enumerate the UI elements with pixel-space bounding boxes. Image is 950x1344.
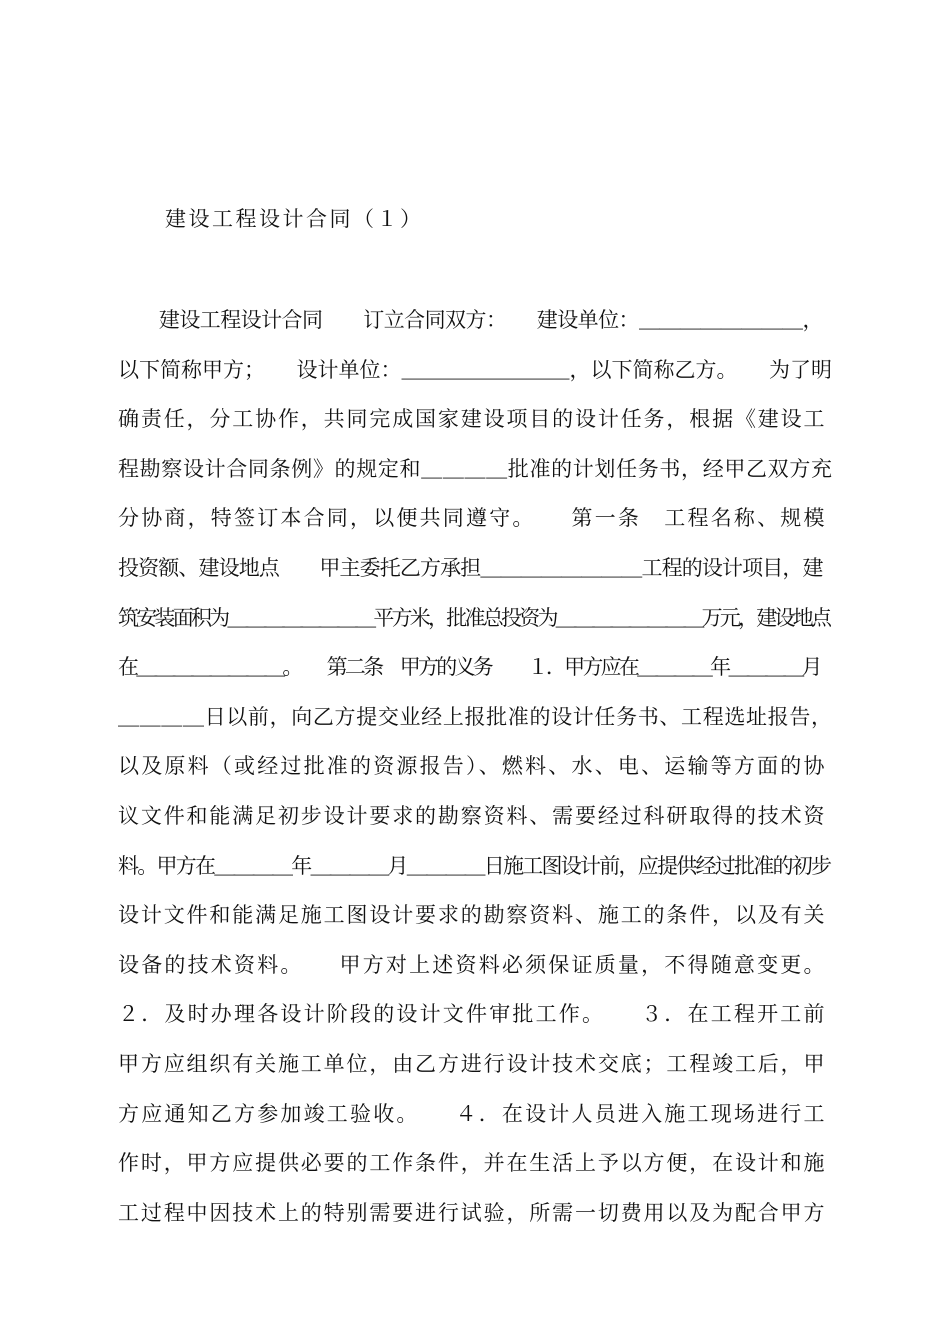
body-line-text: 程勘察设计合同条例》的规定和＿＿＿＿批准的计划任务书，经甲乙双方充 (118, 456, 833, 481)
body-line-text: 建设工程设计合同 订立合同双方： 建设单位：＿＿＿＿＿＿＿＿， (118, 308, 823, 332)
body-line (118, 798, 832, 848)
document-title: 建设工程设计合同（１） (165, 207, 424, 231)
body-line (118, 1096, 832, 1146)
body-line (118, 748, 832, 798)
body-line-text: 设备的技术资料。 甲方对上述资料必须保证质量，不得随意变更。 (118, 952, 827, 977)
body-line (118, 848, 832, 898)
body-line (118, 401, 832, 451)
body-line-text: 料。甲方在＿＿＿＿年＿＿＿＿月＿＿＿＿日施工图设计前，应提供经过批准的初步 (118, 853, 831, 878)
body-line (118, 897, 832, 947)
body-line-text: 确责任，分工协作，共同完成国家建设项目的设计任务，根据《建设工 (118, 407, 827, 432)
body-line (118, 550, 832, 600)
body-line-text: 投资额、建设地点 甲主委托乙方承担＿＿＿＿＿＿＿＿工程的设计项目，建 (118, 555, 823, 580)
body-line-text: 在＿＿＿＿＿＿＿＿。 第二条 甲方的义务 １．甲方应在＿＿＿＿年＿＿＿＿月 (118, 655, 820, 680)
body-line-text: 分协商，特签订本合同，以便共同遵守。 第一条 工程名称、规模 (118, 506, 827, 531)
body-line-text: 方应通知乙方参加竣工验收。 ４．在设计人员进入施工现场进行工 (118, 1101, 827, 1126)
body-line-text: 议文件和能满足初步设计要求的勘察资料、需要经过科研取得的技术资 (118, 803, 827, 828)
body-line-text: 筑安装面积为＿＿＿＿＿＿＿＿平方米，批准总投资为＿＿＿＿＿＿＿＿万元，建设地点 (118, 605, 830, 630)
body-line-text: 以及原料（或经过批准的资源报告）、燃料、水、电、运输等方面的协 (118, 754, 827, 779)
body-line (118, 947, 832, 997)
body-line (118, 649, 832, 699)
contract-body (118, 302, 832, 1244)
body-line (118, 302, 832, 352)
body-line-text: 以下简称甲方； 设计单位：＿＿＿＿＿＿＿＿，以下简称乙方。 为了明 (118, 357, 832, 382)
body-line (118, 699, 832, 749)
body-line (118, 500, 832, 550)
body-line-text: 设计文件和能满足施工图设计要求的勘察资料、施工的条件，以及有关 (118, 903, 827, 928)
body-line (118, 352, 832, 402)
body-line (118, 451, 832, 501)
body-line-text: 作时，甲方应提供必要的工作条件，并在生活上予以方便，在设计和施 (118, 1151, 827, 1176)
body-line-text: ＿＿＿＿日以前，向乙方提交业经上报批准的设计任务书、工程选址报告， (118, 704, 833, 729)
body-line (118, 1195, 832, 1245)
body-line-text: ２．及时办理各设计阶段的设计文件审批工作。 ３．在工程开工前 (118, 1002, 827, 1027)
body-line (118, 996, 832, 1046)
body-line (118, 1046, 832, 1096)
body-line-text: 工过程中因技术上的特别需要进行试验，所需一切费用以及为配合甲方 (118, 1200, 827, 1225)
body-line (118, 600, 832, 650)
body-line-text: 甲方应组织有关施工单位，由乙方进行设计技术交底；工程竣工后，甲 (118, 1051, 827, 1076)
body-line (118, 1145, 832, 1195)
